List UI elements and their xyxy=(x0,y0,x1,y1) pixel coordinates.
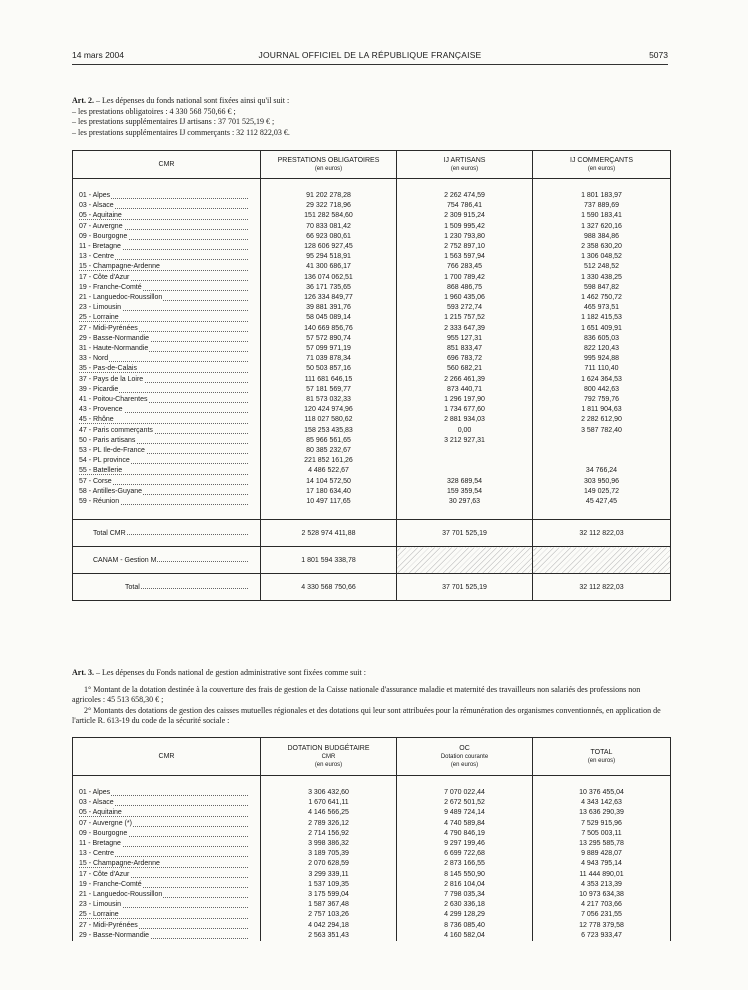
table-row xyxy=(73,283,671,293)
row-label: 07 - Auvergne (*) xyxy=(73,819,261,829)
row-label: 13 - Centre xyxy=(73,849,261,859)
cell-value: 598 847,82 xyxy=(533,283,671,293)
table-row xyxy=(73,405,671,415)
table-row xyxy=(73,313,671,323)
article-2-line: – les prestations supplémentaires IJ commerçants : 32 112 822,03 €. xyxy=(72,127,290,137)
table-row xyxy=(73,334,671,344)
article-3-intro: Art. 3. – Les dépenses du Fonds national de gestion administrative sont fixées comme suit : xyxy=(72,668,366,677)
table-row xyxy=(73,293,671,303)
cell-value: 836 605,03 xyxy=(533,334,671,344)
cell-value: 3 175 599,04 xyxy=(261,890,397,900)
cell-value: 1 590 183,41 xyxy=(533,211,671,221)
cell-value: 91 202 278,28 xyxy=(261,191,397,201)
cell-value xyxy=(397,446,533,456)
cell-value: 9 889 428,07 xyxy=(533,849,671,859)
cell-value: 9 489 724,14 xyxy=(397,808,533,818)
row-label: 45 - Rhône xyxy=(73,415,261,425)
cell-value: 17 180 634,40 xyxy=(261,487,397,497)
row-label: Total xyxy=(73,574,261,601)
cell-value: 2 789 326,12 xyxy=(261,819,397,829)
table-row xyxy=(73,375,671,385)
cell-value: 14 104 572,50 xyxy=(261,477,397,487)
cell-value: 140 669 856,76 xyxy=(261,324,397,334)
row-label: 29 - Basse-Normandie xyxy=(73,931,261,941)
cell-value xyxy=(533,436,671,446)
cell-value: 2 358 630,20 xyxy=(533,242,671,252)
row-label: 41 - Poitou-Charentes xyxy=(73,395,261,405)
table-spacer xyxy=(73,507,671,520)
cell-value: 2 262 474,59 xyxy=(397,191,533,201)
row-label: 23 - Limousin xyxy=(73,303,261,313)
table-row xyxy=(73,849,671,859)
cell-value: 2 630 336,18 xyxy=(397,900,533,910)
table-row xyxy=(73,788,671,798)
row-label: 05 - Aquitaine xyxy=(73,211,261,221)
table-row xyxy=(73,252,671,262)
table-row xyxy=(73,808,671,818)
cell-value: 2 309 915,24 xyxy=(397,211,533,221)
cell-value: 0,00 xyxy=(397,426,533,436)
cell-value: 1 182 415,53 xyxy=(533,313,671,323)
table-row xyxy=(73,222,671,232)
row-label: 37 - Pays de la Loire xyxy=(73,375,261,385)
col-header-dotation-budgetaire: DOTATION BUDGÉTAIRE CMR (en euros) xyxy=(261,738,397,776)
cell-value: 32 112 822,03 xyxy=(533,574,671,601)
cell-value: 2 881 934,03 xyxy=(397,415,533,425)
table-row xyxy=(73,819,671,829)
row-label: 21 - Languedoc-Roussillon xyxy=(73,890,261,900)
cell-value: 8 145 550,90 xyxy=(397,870,533,880)
row-label: Total CMR xyxy=(73,520,261,547)
row-label: 58 - Antilles-Guyane xyxy=(73,487,261,497)
cell-value: 4 042 294,18 xyxy=(261,921,397,931)
row-label: 19 - Franche-Comté xyxy=(73,283,261,293)
table-row xyxy=(73,497,671,507)
col-header-oc: OC Dotation courante (en euros) xyxy=(397,738,533,776)
table-spacer xyxy=(73,179,671,192)
table-row xyxy=(73,364,671,374)
row-label: 09 - Bourgogne xyxy=(73,232,261,242)
cell-value: 10 497 117,65 xyxy=(261,497,397,507)
cell-value: 2 563 351,43 xyxy=(261,931,397,941)
row-label: 59 - Réunion xyxy=(73,497,261,507)
cell-value: 39 881 391,76 xyxy=(261,303,397,313)
row-label: 11 - Bretagne xyxy=(73,839,261,849)
cell-value: 221 852 161,26 xyxy=(261,456,397,466)
cell-value: 303 950,96 xyxy=(533,477,671,487)
table-row xyxy=(73,344,671,354)
table-row xyxy=(73,211,671,221)
table-row xyxy=(73,395,671,405)
cell-value: 1 509 995,42 xyxy=(397,222,533,232)
cell-value: 50 503 857,16 xyxy=(261,364,397,374)
cell-value: 328 689,54 xyxy=(397,477,533,487)
table-spacer xyxy=(73,776,671,789)
cell-value: 13 295 585,78 xyxy=(533,839,671,849)
cell-value: 1 296 197,90 xyxy=(397,395,533,405)
row-label: 23 - Limousin xyxy=(73,900,261,910)
cell-value: 1 801 594 338,78 xyxy=(261,547,397,574)
cell-value: 2 757 103,26 xyxy=(261,910,397,920)
cell-value: 66 923 080,61 xyxy=(261,232,397,242)
row-label: 15 - Champagne-Ardenne xyxy=(73,262,261,272)
row-label: 35 - Pas-de-Calais xyxy=(73,364,261,374)
row-label: 05 - Aquitaine xyxy=(73,808,261,818)
table-row xyxy=(73,426,671,436)
col-header-ij-commercants: IJ COMMERÇANTS (en euros) xyxy=(533,151,671,179)
cell-value: 120 424 974,96 xyxy=(261,405,397,415)
table-row xyxy=(73,910,671,920)
cell-value: 13 636 290,39 xyxy=(533,808,671,818)
row-label: 21 - Languedoc-Roussillon xyxy=(73,293,261,303)
cell-value: 696 783,72 xyxy=(397,354,533,364)
cell-value: 1 670 641,11 xyxy=(261,798,397,808)
cell-value: 3 306 432,60 xyxy=(261,788,397,798)
cell-value xyxy=(397,466,533,476)
header-title: JOURNAL OFFICIEL DE LA RÉPUBLIQUE FRANÇAISE xyxy=(258,50,482,60)
cell-value: 7 529 915,96 xyxy=(533,819,671,829)
cell-value: 4 146 566,25 xyxy=(261,808,397,818)
col-header-cmr: CMR xyxy=(73,738,261,776)
row-label: 01 - Alpes xyxy=(73,788,261,798)
cell-value: 4 217 703,66 xyxy=(533,900,671,910)
row-label: 39 - Picardie xyxy=(73,385,261,395)
cell-value: 9 297 199,46 xyxy=(397,839,533,849)
article-2-intro xyxy=(72,96,668,107)
cell-value: 988 384,86 xyxy=(533,232,671,242)
table-row xyxy=(73,829,671,839)
col-header-total: TOTAL (en euros) xyxy=(533,738,671,776)
row-label: 13 - Centre xyxy=(73,252,261,262)
cell-value: 128 606 927,45 xyxy=(261,242,397,252)
cell-value: 1 462 750,72 xyxy=(533,293,671,303)
row-label: 03 - Alsace xyxy=(73,798,261,808)
cell-value xyxy=(397,456,533,466)
cell-value: 1 624 364,53 xyxy=(533,375,671,385)
cell-value: 2 333 647,39 xyxy=(397,324,533,334)
cell-value: 3 587 782,40 xyxy=(533,426,671,436)
cell-value: 57 099 971,19 xyxy=(261,344,397,354)
table-row xyxy=(73,385,671,395)
cell-value: 2 282 612,90 xyxy=(533,415,671,425)
cell-value: 1 651 409,91 xyxy=(533,324,671,334)
canam-row xyxy=(73,547,671,574)
cell-value: 2 714 156,92 xyxy=(261,829,397,839)
article-2-line: – Les dépenses du fonds national sont fixées ainsi qu'il suit : xyxy=(94,96,290,105)
dotations-table xyxy=(72,737,671,941)
header-page-number: 5073 xyxy=(649,50,668,60)
grand-total-row xyxy=(73,574,671,601)
cell-value: 2 752 897,10 xyxy=(397,242,533,252)
cell-value: 3 998 386,32 xyxy=(261,839,397,849)
cell-value: 792 759,76 xyxy=(533,395,671,405)
cell-value: 800 442,63 xyxy=(533,385,671,395)
cell-value: 85 966 561,65 xyxy=(261,436,397,446)
cell-value: 34 766,24 xyxy=(533,466,671,476)
row-label: 27 - Midi-Pyrénées xyxy=(73,324,261,334)
cell-value: 766 283,45 xyxy=(397,262,533,272)
cell-value: 868 486,75 xyxy=(397,283,533,293)
row-label: 54 - PL province xyxy=(73,456,261,466)
article-2 xyxy=(72,96,668,138)
table-row xyxy=(73,921,671,931)
table-row xyxy=(73,466,671,476)
table-row xyxy=(73,477,671,487)
table-row xyxy=(73,262,671,272)
article-3 xyxy=(72,668,668,727)
cell-value: 1 734 677,60 xyxy=(397,405,533,415)
cell-value: 737 889,69 xyxy=(533,201,671,211)
cell-value: 7 505 003,11 xyxy=(533,829,671,839)
row-label: 25 - Lorraine xyxy=(73,313,261,323)
row-label: 50 - Paris artisans xyxy=(73,436,261,446)
cell-value: 4 486 522,67 xyxy=(261,466,397,476)
col-header-ij-artisans: IJ ARTISANS (en euros) xyxy=(397,151,533,179)
article-3-point-1: 1° Montant de la dotation destinée à la couverture des frais de gestion de la Caisse nationale d'assurance maladie et maternité des travailleurs non salariés des professions non agricoles : 45 513 658,30 € ; xyxy=(72,684,641,705)
table-row xyxy=(73,859,671,869)
cell-value: 2 672 501,52 xyxy=(397,798,533,808)
cell-value: 37 701 525,19 xyxy=(397,520,533,547)
col-header-prestations: PRESTATIONS OBLIGATOIRES (en euros) xyxy=(261,151,397,179)
article-3-point-2: 2° Montants des dotations de gestion des caisses mutuelles régionales et des dotations qui leur sont attribuées pour la rémunération des organismes conventionnés, en application de l'article R. 613-19 du code de la sécurité sociale : xyxy=(72,705,661,726)
cell-value xyxy=(533,547,671,574)
table-row xyxy=(73,201,671,211)
cell-value: 32 112 822,03 xyxy=(533,520,671,547)
table-row xyxy=(73,324,671,334)
cell-value: 7 798 035,34 xyxy=(397,890,533,900)
article-3-label: Art. 3. xyxy=(72,668,94,677)
cell-value: 2 816 104,04 xyxy=(397,880,533,890)
cell-value: 159 359,54 xyxy=(397,487,533,497)
table-row xyxy=(73,436,671,446)
row-label: 03 - Alsace xyxy=(73,201,261,211)
cell-value: 955 127,31 xyxy=(397,334,533,344)
row-label: 15 - Champagne-Ardenne xyxy=(73,859,261,869)
expenses-table xyxy=(72,150,671,601)
cell-value: 754 786,41 xyxy=(397,201,533,211)
cell-value: 71 039 878,34 xyxy=(261,354,397,364)
table-row xyxy=(73,839,671,849)
cell-value: 1 587 367,48 xyxy=(261,900,397,910)
cell-value: 711 110,40 xyxy=(533,364,671,374)
cell-value: 6 699 722,68 xyxy=(397,849,533,859)
cell-value: 3 212 927,31 xyxy=(397,436,533,446)
row-label: 07 - Auvergne xyxy=(73,222,261,232)
cell-value: 80 385 232,67 xyxy=(261,446,397,456)
cell-value: 4 790 846,19 xyxy=(397,829,533,839)
row-label: 19 - Franche-Comté xyxy=(73,880,261,890)
cell-value: 11 444 890,01 xyxy=(533,870,671,880)
cell-value: 1 215 757,52 xyxy=(397,313,533,323)
table-row xyxy=(73,931,671,941)
cell-value: 29 322 718,96 xyxy=(261,201,397,211)
table-row xyxy=(73,456,671,466)
row-label: CANAM - Gestion M xyxy=(73,547,261,574)
cell-value: 4 299 128,29 xyxy=(397,910,533,920)
cell-value: 41 300 686,17 xyxy=(261,262,397,272)
cell-value: 4 343 142,63 xyxy=(533,798,671,808)
cell-value: 8 736 085,40 xyxy=(397,921,533,931)
cell-value: 10 973 634,38 xyxy=(533,890,671,900)
cell-value: 1 306 048,52 xyxy=(533,252,671,262)
table-row xyxy=(73,415,671,425)
table-row xyxy=(73,303,671,313)
cell-value: 4 943 795,14 xyxy=(533,859,671,869)
cell-value: 81 573 032,33 xyxy=(261,395,397,405)
table-row xyxy=(73,232,671,242)
cell-value: 1 537 109,35 xyxy=(261,880,397,890)
cell-value: 1 700 789,42 xyxy=(397,273,533,283)
cell-value: 512 248,52 xyxy=(533,262,671,272)
row-label: 43 - Provence xyxy=(73,405,261,415)
cell-value: 58 045 089,14 xyxy=(261,313,397,323)
row-label: 33 - Nord xyxy=(73,354,261,364)
cell-value: 151 282 584,60 xyxy=(261,211,397,221)
article-2-line: – les prestations obligatoires : 4 330 568 750,66 € ; xyxy=(72,106,236,116)
header-rule xyxy=(72,64,668,65)
cell-value: 57 181 569,77 xyxy=(261,385,397,395)
cell-value: 4 330 568 750,66 xyxy=(261,574,397,601)
cell-value: 36 171 735,65 xyxy=(261,283,397,293)
cell-value: 149 025,72 xyxy=(533,487,671,497)
cell-value: 1 230 793,80 xyxy=(397,232,533,242)
table-row xyxy=(73,798,671,808)
cell-value: 560 682,21 xyxy=(397,364,533,374)
cell-value: 95 294 518,91 xyxy=(261,252,397,262)
cell-value: 7 070 022,44 xyxy=(397,788,533,798)
cell-value: 6 723 933,47 xyxy=(533,931,671,941)
table-row xyxy=(73,870,671,880)
cell-value: 1 960 435,06 xyxy=(397,293,533,303)
row-label: 17 - Côte d'Azur xyxy=(73,870,261,880)
cell-value: 465 973,51 xyxy=(533,303,671,313)
cell-value: 126 334 849,77 xyxy=(261,293,397,303)
table-row xyxy=(73,273,671,283)
cell-value: 57 572 890,74 xyxy=(261,334,397,344)
cell-value: 2 266 461,39 xyxy=(397,375,533,385)
table-row xyxy=(73,890,671,900)
cell-value: 70 833 081,42 xyxy=(261,222,397,232)
row-label: 27 - Midi-Pyrénées xyxy=(73,921,261,931)
cell-value: 1 801 183,97 xyxy=(533,191,671,201)
row-label: 29 - Basse-Normandie xyxy=(73,334,261,344)
row-label: 47 - Paris commerçants xyxy=(73,426,261,436)
cell-value: 1 811 904,63 xyxy=(533,405,671,415)
cell-value: 3 189 705,39 xyxy=(261,849,397,859)
row-label: 25 - Lorraine xyxy=(73,910,261,920)
table-row xyxy=(73,900,671,910)
cell-value: 995 924,88 xyxy=(533,354,671,364)
cell-value: 30 297,63 xyxy=(397,497,533,507)
cell-value: 7 056 231,55 xyxy=(533,910,671,920)
table-row xyxy=(73,446,671,456)
article-2-line: – les prestations supplémentaires IJ artisans : 37 701 525,19 € ; xyxy=(72,117,275,127)
cell-value: 2 528 974 411,88 xyxy=(261,520,397,547)
cell-value: 4 353 213,39 xyxy=(533,880,671,890)
cell-value: 1 563 597,94 xyxy=(397,252,533,262)
row-label: 17 - Côte d'Azur xyxy=(73,273,261,283)
cell-value: 593 272,74 xyxy=(397,303,533,313)
cell-value: 111 681 646,15 xyxy=(261,375,397,385)
row-label: 53 - PL Ile-de-France xyxy=(73,446,261,456)
cell-value: 1 330 438,25 xyxy=(533,273,671,283)
row-label: 09 - Bourgogne xyxy=(73,829,261,839)
cell-value: 2 070 628,59 xyxy=(261,859,397,869)
table-row xyxy=(73,242,671,252)
col-header-cmr: CMR xyxy=(73,151,261,179)
cell-value: 136 074 062,51 xyxy=(261,273,397,283)
cell-value: 158 253 435,83 xyxy=(261,426,397,436)
row-label: 01 - Alpes xyxy=(73,191,261,201)
row-label: 31 - Haute-Normandie xyxy=(73,344,261,354)
cell-value: 1 327 620,16 xyxy=(533,222,671,232)
total-cmr-row xyxy=(73,520,671,547)
row-label: 55 - Batellerie xyxy=(73,466,261,476)
row-label: 57 - Corse xyxy=(73,477,261,487)
cell-value: 10 376 455,04 xyxy=(533,788,671,798)
cell-value: 4 740 589,84 xyxy=(397,819,533,829)
cell-value: 2 873 166,55 xyxy=(397,859,533,869)
cell-value: 851 833,47 xyxy=(397,344,533,354)
cell-value: 45 427,45 xyxy=(533,497,671,507)
cell-value xyxy=(397,547,533,574)
table-row xyxy=(73,880,671,890)
header-date: 14 mars 2004 xyxy=(72,50,124,60)
table-row xyxy=(73,487,671,497)
cell-value: 118 027 580,62 xyxy=(261,415,397,425)
cell-value: 873 440,71 xyxy=(397,385,533,395)
cell-value: 37 701 525,19 xyxy=(397,574,533,601)
row-label: 11 - Bretagne xyxy=(73,242,261,252)
cell-value: 822 120,43 xyxy=(533,344,671,354)
page-header xyxy=(72,50,668,62)
cell-value: 4 160 582,04 xyxy=(397,931,533,941)
cell-value: 3 299 339,11 xyxy=(261,870,397,880)
cell-value: 12 778 379,58 xyxy=(533,921,671,931)
table-row xyxy=(73,191,671,201)
cell-value xyxy=(533,446,671,456)
cell-value xyxy=(533,456,671,466)
article-2-label: Art. 2. xyxy=(72,96,94,105)
table-row xyxy=(73,354,671,364)
